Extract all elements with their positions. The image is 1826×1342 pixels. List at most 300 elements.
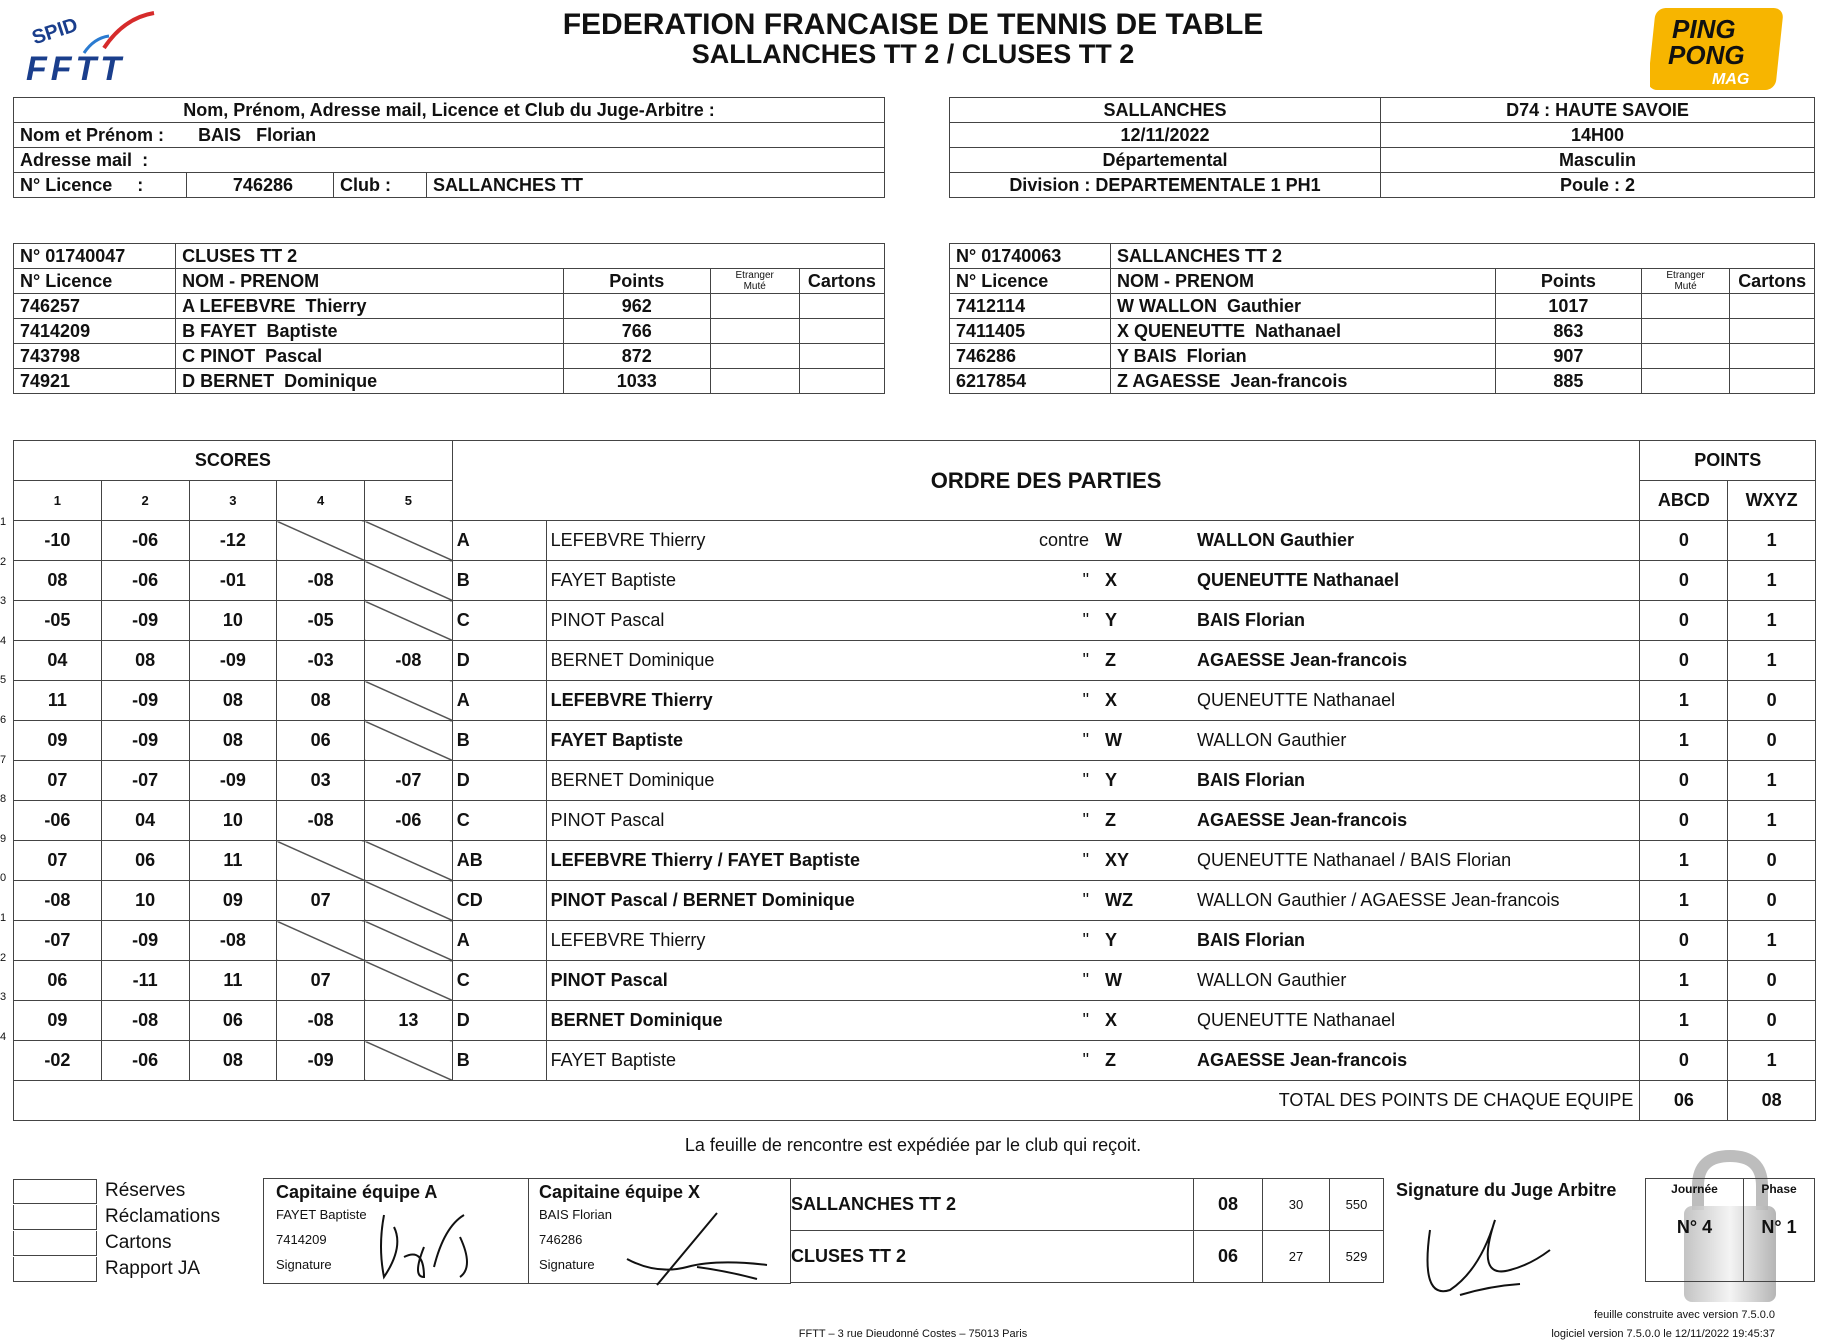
game-versus: " (995, 881, 1093, 921)
game-set-score: -06 (365, 801, 453, 841)
captain-x-title: Capitaine équipe X (539, 1182, 701, 1202)
team-a-player-points: 1033 (563, 369, 710, 394)
game-set-score: 06 (14, 961, 102, 1001)
game-left-letter: D (452, 641, 546, 681)
game-set-score: 11 (189, 961, 277, 1001)
team-x-player-licence: 6217854 (950, 369, 1111, 394)
game-right-letter: Z (1093, 801, 1193, 841)
referee-name-label: Nom et Prénom : (20, 124, 165, 145)
game-set-score: -01 (189, 561, 277, 601)
game-set-score: -09 (189, 761, 277, 801)
team-a-player-name-cell (176, 369, 564, 394)
team-a-player-letter: A (182, 295, 195, 316)
report-check-label: Rapport JA (105, 1258, 201, 1279)
game-left-player: PINOT Pascal (546, 961, 995, 1001)
game-set-score: -08 (277, 801, 365, 841)
game-right-letter: Z (1093, 641, 1193, 681)
game-left-player: FAYET Baptiste (546, 721, 995, 761)
points-abcd-header: ABCD (1640, 481, 1728, 521)
phase-label: Phase (1744, 1179, 1815, 1199)
game-set-score: -08 (277, 561, 365, 601)
game-set-score (365, 1041, 453, 1081)
game-versus: " (995, 801, 1093, 841)
team-a-header-name: NOM - PRENOM (176, 269, 564, 294)
game-set-score: -09 (101, 681, 189, 721)
team-x-player-name-cell (1110, 319, 1495, 344)
team-x-player-row (950, 344, 1815, 369)
game-points-wxyz: 1 (1728, 1041, 1816, 1081)
team-x-player-letter: Z (1116, 370, 1128, 391)
team-a-player-row (14, 294, 885, 319)
game-left-player: BERNET Dominique (546, 641, 995, 681)
team-x-player-cards (1730, 344, 1815, 369)
game-row (14, 641, 1816, 681)
game-versus: " (995, 961, 1093, 1001)
team-x-player-cards (1730, 369, 1815, 394)
game-left-letter: C (452, 961, 546, 1001)
game-set-score: -05 (277, 601, 365, 641)
game-left-player: FAYET Baptiste (546, 1041, 995, 1081)
team-x-player-name: QUENEUTTE Nathanael (1134, 320, 1342, 341)
game-set-score: -03 (277, 641, 365, 681)
team-x-header-points: Points (1496, 269, 1642, 294)
game-row-number: 3 (0, 595, 7, 608)
game-row-number: 0 (0, 872, 7, 885)
game-set-score: 08 (189, 721, 277, 761)
match-division: Division : DEPARTEMENTALE 1 PH1 (950, 173, 1381, 198)
team-a-player-foreign (710, 344, 799, 369)
game-row-number: 1 (0, 912, 7, 924)
game-row-number: 1 (0, 516, 7, 528)
game-set-score: 10 (101, 881, 189, 921)
page-subtitle: SALLANCHES TT 2 / CLUSES TT 2 (691, 39, 1135, 69)
game-versus: " (995, 921, 1093, 961)
team-a-number: N° 01740047 (14, 244, 176, 269)
game-points-wxyz: 1 (1728, 601, 1816, 641)
game-set-score: 10 (189, 801, 277, 841)
game-row-number: 2 (0, 951, 7, 964)
game-set-score: 10 (189, 601, 277, 641)
game-row (14, 921, 1816, 961)
game-right-letter: Y (1093, 601, 1193, 641)
game-points-wxyz: 0 (1728, 681, 1816, 721)
report-check-item[interactable] (13, 1178, 253, 1204)
game-row (14, 1001, 1816, 1041)
game-set-score (365, 721, 453, 761)
game-set-score (365, 961, 453, 1001)
game-left-letter: A (452, 681, 546, 721)
order-heading: ORDRE DES PARTIES (452, 441, 1640, 521)
game-points-abcd: 1 (1640, 681, 1728, 721)
game-set-score: 08 (189, 1041, 277, 1081)
captain-a-signature-label: Signature (276, 1257, 332, 1272)
game-row (14, 961, 1816, 1001)
game-right-player: WALLON Gauthier / AGAESSE Jean-francois (1193, 881, 1640, 921)
game-points-wxyz: 1 (1728, 921, 1816, 961)
game-set-score: 04 (14, 641, 102, 681)
game-set-score: 07 (277, 961, 365, 1001)
team-x-player-letter: W (1116, 295, 1134, 316)
game-set-score: 06 (189, 1001, 277, 1041)
game-points-abcd: 1 (1640, 1001, 1728, 1041)
report-check-label: Réserves (105, 1180, 186, 1201)
team-x-player-row (950, 319, 1815, 344)
team-x-player-name-cell (1110, 344, 1495, 369)
game-set-score: 03 (277, 761, 365, 801)
game-row-number: 2 (0, 555, 7, 568)
game-set-score: -06 (101, 521, 189, 561)
game-row (14, 681, 1816, 721)
match-place: SALLANCHES (950, 98, 1381, 123)
game-set-score: 11 (189, 841, 277, 881)
team-x-name: SALLANCHES TT 2 (1110, 244, 1814, 269)
page-title: FEDERATION FRANCAISE DE TENNIS DE TABLE (562, 8, 1264, 41)
team-x-player-name-cell (1110, 369, 1495, 394)
game-right-player: QUENEUTTE Nathanael / BAIS Florian (1193, 841, 1640, 881)
game-left-player: BERNET Dominique (546, 761, 995, 801)
captain-x-signature (617, 1209, 787, 1287)
team-a-header-cards: Cartons (799, 269, 884, 294)
captain-a-name: FAYET Baptiste (276, 1207, 367, 1222)
game-row-number: 3 (0, 991, 7, 1004)
team-a-player-name-cell (176, 319, 564, 344)
report-check-item[interactable] (13, 1204, 253, 1230)
captain-a-licence: 7414209 (276, 1232, 327, 1247)
team-x-header-cards: Cartons (1730, 269, 1815, 294)
game-right-player: AGAESSE Jean-francois (1193, 1041, 1640, 1081)
game-points-wxyz: 1 (1728, 761, 1816, 801)
game-left-letter: C (452, 601, 546, 641)
team-a-player-name: FAYET Baptiste (200, 320, 338, 341)
game-right-player: BAIS Florian (1193, 761, 1640, 801)
game-row-number: 7 (0, 753, 7, 766)
game-left-letter: B (452, 1041, 546, 1081)
team-a-player-name-cell (176, 344, 564, 369)
game-row (14, 881, 1816, 921)
summary-row (791, 1231, 1384, 1283)
game-points-abcd: 1 (1640, 841, 1728, 881)
summary-points: 08 (1194, 1179, 1263, 1231)
game-points-wxyz: 1 (1728, 561, 1816, 601)
game-row (14, 601, 1816, 641)
referee-signature-label: Signature du Juge Arbitre (1396, 1180, 1617, 1200)
report-check-label: Cartons (105, 1232, 172, 1253)
referee-name-value: BAIS Florian (198, 124, 317, 145)
team-a-player-foreign (710, 294, 799, 319)
game-row-number: 9 (0, 832, 7, 845)
set-number-2: 2 (101, 481, 189, 521)
game-points-abcd: 0 (1640, 641, 1728, 681)
team-a-name: CLUSES TT 2 (176, 244, 885, 269)
game-set-score: 07 (277, 881, 365, 921)
team-a-player-name: BERNET Dominique (200, 370, 378, 391)
game-points-abcd: 1 (1640, 961, 1728, 1001)
team-a-player-name: PINOT Pascal (200, 345, 323, 366)
summary-sets: 30 (1263, 1179, 1330, 1231)
captain-a-box (263, 1178, 529, 1284)
game-set-score: -06 (101, 561, 189, 601)
game-set-score (365, 881, 453, 921)
logo-ping-text: PING (1672, 14, 1736, 44)
captain-a-signature (364, 1207, 484, 1283)
game-set-score: 13 (365, 1001, 453, 1041)
game-versus: " (995, 1041, 1093, 1081)
match-pool: Poule : 2 (1381, 173, 1815, 198)
team-x-player-name: AGAESSE Jean-francois (1132, 370, 1348, 391)
game-left-letter: B (452, 721, 546, 761)
game-right-letter: XY (1093, 841, 1193, 881)
game-left-player: BERNET Dominique (546, 1001, 995, 1041)
team-a-player-row (14, 344, 885, 369)
game-row-number: 6 (0, 714, 7, 726)
team-x-player-cards (1730, 319, 1815, 344)
team-x-player-row (950, 369, 1815, 394)
report-checkbox[interactable] (13, 1257, 97, 1282)
address-line: FFTT – 3 rue Dieudonné Costes – 75013 Paris (798, 1328, 1028, 1340)
game-right-letter: X (1093, 681, 1193, 721)
game-right-letter: X (1093, 561, 1193, 601)
game-set-score: 09 (14, 721, 102, 761)
team-x-player-foreign (1641, 294, 1730, 319)
game-points-abcd: 0 (1640, 761, 1728, 801)
game-set-score: -08 (365, 641, 453, 681)
game-points-abcd: 0 (1640, 521, 1728, 561)
team-a-player-licence: 743798 (14, 344, 176, 369)
game-right-player: QUENEUTTE Nathanael (1193, 681, 1640, 721)
game-set-score (277, 921, 365, 961)
team-x-player-foreign (1641, 319, 1730, 344)
team-a-table (13, 243, 885, 394)
game-set-score: 07 (14, 761, 102, 801)
captain-x-licence: 746286 (539, 1232, 583, 1247)
game-right-player: BAIS Florian (1193, 921, 1640, 961)
game-set-score: -09 (101, 601, 189, 641)
game-set-score: -08 (189, 921, 277, 961)
game-right-letter: W (1093, 961, 1193, 1001)
referee-name-row (14, 123, 885, 148)
team-a-player-row (14, 319, 885, 344)
game-set-score: 09 (189, 881, 277, 921)
game-set-score: -09 (277, 1041, 365, 1081)
team-x-player-name: WALLON Gauthier (1138, 295, 1301, 316)
team-a-player-licence: 7414209 (14, 319, 176, 344)
game-points-abcd: 0 (1640, 601, 1728, 641)
team-a-player-licence: 746257 (14, 294, 176, 319)
game-set-score: -08 (101, 1001, 189, 1041)
game-set-score: 09 (14, 1001, 102, 1041)
game-set-score (365, 921, 453, 961)
team-a-header-licence: N° Licence (14, 269, 176, 294)
logo-mag-text: MAG (1712, 71, 1750, 88)
game-set-score: -08 (277, 1001, 365, 1041)
match-committee: D74 : HAUTE SAVOIE (1381, 98, 1815, 123)
report-checkbox[interactable] (13, 1231, 97, 1256)
team-a-player-cards (799, 344, 884, 369)
game-right-letter: X (1093, 1001, 1193, 1041)
summary-table (790, 1178, 1384, 1283)
game-left-player: PINOT Pascal / BERNET Dominique (546, 881, 995, 921)
referee-club-label: Club : (334, 173, 427, 198)
team-x-header-name: NOM - PRENOM (1110, 269, 1495, 294)
game-points-abcd: 1 (1640, 721, 1728, 761)
team-x-player-points: 885 (1496, 369, 1642, 394)
game-row (14, 761, 1816, 801)
logo-fftt-text: FFTT (26, 50, 126, 88)
game-set-score: -09 (101, 921, 189, 961)
summary-row (791, 1179, 1384, 1231)
game-right-player: WALLON Gauthier (1193, 521, 1640, 561)
game-left-player: PINOT Pascal (546, 801, 995, 841)
game-versus: " (995, 641, 1093, 681)
game-row-number: 8 (0, 793, 7, 806)
report-check-item[interactable] (13, 1256, 253, 1282)
game-set-score: 07 (14, 841, 102, 881)
phase-value: N° 1 (1744, 1199, 1815, 1282)
set-number-4: 4 (277, 481, 365, 521)
game-set-score (365, 561, 453, 601)
game-points-wxyz: 1 (1728, 521, 1816, 561)
report-checkbox[interactable] (13, 1179, 97, 1204)
game-set-score: 06 (277, 721, 365, 761)
game-set-score: -06 (101, 1041, 189, 1081)
game-set-score (365, 681, 453, 721)
game-points-abcd: 0 (1640, 561, 1728, 601)
game-left-player: LEFEBVRE Thierry (546, 921, 995, 961)
games-table (13, 440, 1816, 1121)
team-x-player-points: 907 (1496, 344, 1642, 369)
logo-pong-text: PONG (1668, 40, 1745, 70)
team-a-player-name-cell (176, 294, 564, 319)
match-info-table (949, 97, 1815, 198)
game-right-letter: Z (1093, 1041, 1193, 1081)
summary-team: CLUSES TT 2 (791, 1231, 1194, 1283)
match-gender: Masculin (1381, 148, 1815, 173)
game-right-letter: Y (1093, 761, 1193, 801)
game-set-score: -02 (14, 1041, 102, 1081)
referee-club-value: SALLANCHES TT (427, 173, 885, 198)
referee-licence-label: N° Licence : (14, 173, 187, 198)
match-time: 14H00 (1381, 123, 1815, 148)
team-a-player-name: LEFEBVRE Thierry (199, 295, 367, 316)
footer-note: La feuille de rencontre est expédiée par le club qui reçoit. (684, 1135, 1142, 1155)
summary-balls: 550 (1330, 1179, 1384, 1231)
game-versus: " (995, 601, 1093, 641)
team-a-player-letter: B (182, 320, 196, 341)
team-x-player-foreign (1641, 344, 1730, 369)
game-left-letter: C (452, 801, 546, 841)
game-versus: " (995, 841, 1093, 881)
game-left-letter: A (452, 521, 546, 561)
team-x-player-letter: X (1116, 320, 1129, 341)
game-row (14, 1041, 1816, 1081)
game-set-score: -10 (14, 521, 102, 561)
game-versus: " (995, 681, 1093, 721)
game-points-wxyz: 0 (1728, 1001, 1816, 1041)
report-check-item[interactable] (13, 1230, 253, 1256)
captain-x-box (527, 1178, 791, 1284)
game-versus: contre (995, 521, 1093, 561)
game-points-abcd: 0 (1640, 1041, 1728, 1081)
team-x-player-licence: 7411405 (950, 319, 1111, 344)
game-left-player: FAYET Baptiste (546, 561, 995, 601)
game-row-number: 4 (0, 1030, 7, 1043)
team-a-player-licence: 74921 (14, 369, 176, 394)
game-points-abcd: 0 (1640, 921, 1728, 961)
game-left-player: PINOT Pascal (546, 601, 995, 641)
game-right-letter: W (1093, 721, 1193, 761)
game-points-wxyz: 1 (1728, 641, 1816, 681)
game-set-score (365, 521, 453, 561)
total-label: TOTAL DES POINTS DE CHAQUE EQUIPE (14, 1081, 1640, 1121)
match-date: 12/11/2022 (950, 123, 1381, 148)
game-left-letter: B (452, 561, 546, 601)
team-a-header-foreign: Etranger Muté (710, 269, 799, 294)
team-a-player-foreign (710, 319, 799, 344)
game-set-score (277, 521, 365, 561)
games-section (13, 440, 1816, 1121)
game-versus: " (995, 561, 1093, 601)
game-right-player: WALLON Gauthier (1193, 721, 1640, 761)
team-x-header-licence: N° Licence (950, 269, 1111, 294)
team-x-player-name: BAIS Florian (1133, 345, 1247, 366)
team-x-player-letter: Y (1116, 345, 1129, 366)
game-set-score: 08 (277, 681, 365, 721)
game-right-player: AGAESSE Jean-francois (1193, 641, 1640, 681)
team-a-player-foreign (710, 369, 799, 394)
team-a-player-cards (799, 369, 884, 394)
game-row-number: 5 (0, 674, 7, 687)
team-a-player-row (14, 369, 885, 394)
points-wxyz-header: WXYZ (1728, 481, 1816, 521)
day-value: N° 4 (1646, 1199, 1744, 1282)
captain-a-title: Capitaine équipe A (276, 1182, 438, 1202)
referee-email-row (14, 148, 885, 173)
game-points-wxyz: 1 (1728, 801, 1816, 841)
logo-spid-text: SPID (29, 13, 81, 50)
team-x-player-row (950, 294, 1815, 319)
total-wxyz: 08 (1728, 1081, 1816, 1121)
game-set-score: -06 (14, 801, 102, 841)
game-left-player: LEFEBVRE Thierry / FAYET Baptiste (546, 841, 995, 881)
team-a-player-points: 962 (563, 294, 710, 319)
set-number-3: 3 (189, 481, 277, 521)
game-points-abcd: 1 (1640, 881, 1728, 921)
game-left-letter: CD (452, 881, 546, 921)
day-phase-box (1645, 1178, 1815, 1282)
game-set-score: -08 (14, 881, 102, 921)
game-set-score: -12 (189, 521, 277, 561)
game-set-score: -07 (365, 761, 453, 801)
game-set-score (365, 841, 453, 881)
team-a-header-points: Points (563, 269, 710, 294)
version-line: feuille construite avec version 7.5.0.0 (1594, 1309, 1775, 1321)
game-versus: " (995, 761, 1093, 801)
game-right-player: QUENEUTTE Nathanael (1193, 561, 1640, 601)
team-x-player-points: 1017 (1496, 294, 1642, 319)
game-set-score: -09 (189, 641, 277, 681)
software-line: logiciel version 7.5.0.0 le 12/11/2022 19:45:37 (1551, 1328, 1775, 1340)
game-points-wxyz: 0 (1728, 841, 1816, 881)
game-left-letter: AB (452, 841, 546, 881)
summary-balls: 529 (1330, 1231, 1384, 1283)
game-set-score: 11 (14, 681, 102, 721)
team-a-player-cards (799, 319, 884, 344)
report-checkbox[interactable] (13, 1205, 97, 1230)
team-x-player-licence: 746286 (950, 344, 1111, 369)
game-points-abcd: 0 (1640, 801, 1728, 841)
game-left-player: LEFEBVRE Thierry (546, 521, 995, 561)
team-x-player-points: 863 (1496, 319, 1642, 344)
